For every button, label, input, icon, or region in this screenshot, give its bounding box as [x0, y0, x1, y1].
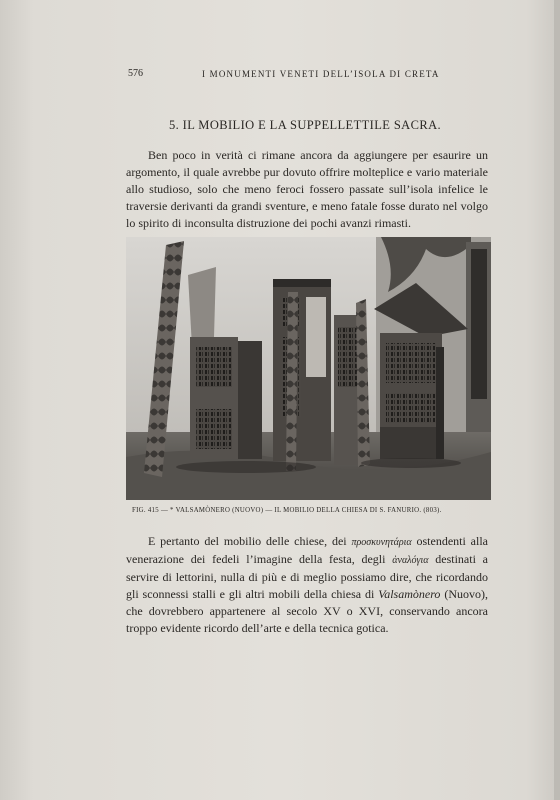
place-name: Valsamònero	[378, 587, 441, 601]
paragraph-text-1: E pertanto del mobilio delle chiese, dei	[148, 534, 352, 548]
body-paragraph	[126, 533, 488, 637]
page-edge-shadow	[554, 0, 560, 800]
running-head	[128, 68, 440, 82]
section-title: 5. IL MOBILIO E LA SUPPELLETTILE SACRA.	[168, 118, 442, 132]
running-title: I MONUMENTI VENETI DELL’ISOLA DI CRETA	[202, 69, 440, 79]
furniture-photo-illustration	[126, 237, 491, 500]
figure-photograph	[126, 237, 491, 500]
greek-term-analogia: ἀναλόγια	[392, 555, 429, 566]
figure-caption: FIG. 415 — * VALSAMÒNERO (NUOVO) — IL MOBILIO DELLA CHIESA DI S. FANURIO. (803).	[132, 507, 442, 514]
intro-paragraph: Ben poco in verità ci rimane ancora da aggiungere per esaurire un argomento, il quale avrebbe pur dovuto offrire molteplice e vario materiale allo studioso, solo che meno feroci fossero passate sull’isola infelice le traversie derivanti da grandi sventure, e meno fatale fosse durato nel volgo lo spirito di inconsulta distruzione dei pochi avanzi rimasti.	[126, 148, 488, 230]
paragraph-text-2: ostendenti alla venerazione dei fedeli l’imagine della festa, degli	[126, 534, 488, 566]
page-number: 576	[128, 68, 143, 79]
greek-term-proskynetaria: προσκυνητάρια	[351, 537, 412, 548]
paragraph-text-4: (Nuovo), che dovrebbero appartenere al secolo XV o XVI, conservando ancora troppo evidente ricordo dell’arte e della tecnica gotica.	[126, 587, 488, 635]
paragraph-text-3: destinati a servire di lettorini, nulla di più e di meglio possiamo dire, che ricordando gli sconnessi stalli e gli altri mobili della chiesa di	[126, 552, 489, 601]
